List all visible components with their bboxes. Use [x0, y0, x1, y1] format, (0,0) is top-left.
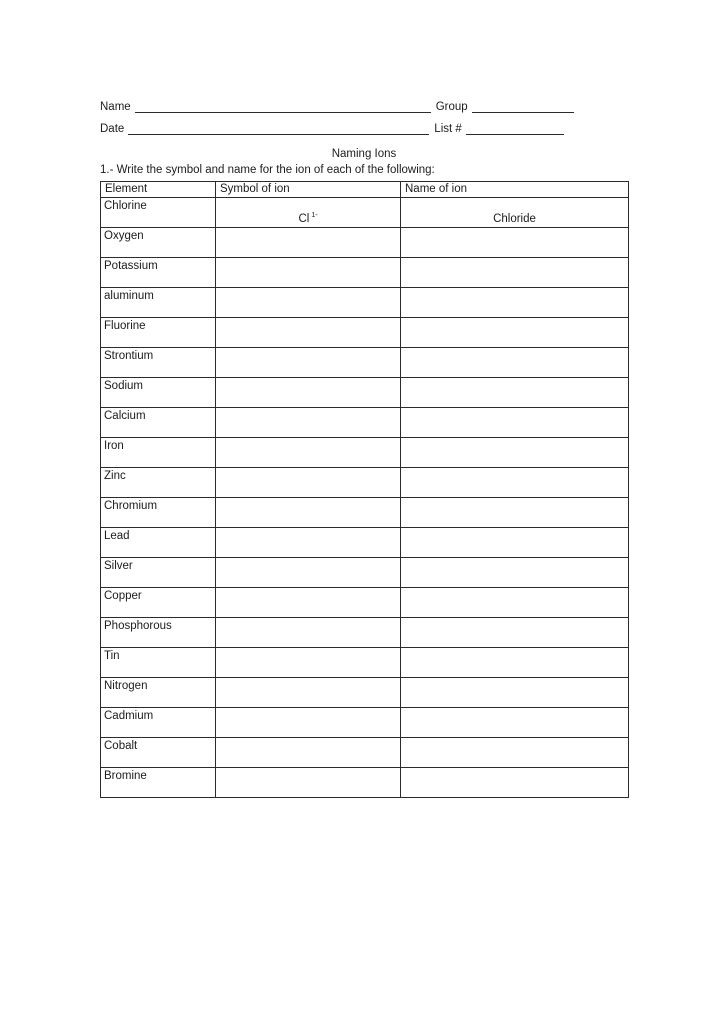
element-cell: Chromium: [101, 498, 216, 528]
name-of-ion-cell: [401, 708, 629, 738]
ions-table-body: [101, 198, 629, 798]
table-row: [101, 708, 629, 738]
table-row: [101, 228, 629, 258]
table-row: [101, 588, 629, 618]
symbol-of-ion-cell: [216, 288, 401, 318]
symbol-of-ion-cell: [216, 378, 401, 408]
symbol-of-ion-column-header: Symbol of ion: [216, 182, 401, 198]
symbol-of-ion-cell: [216, 468, 401, 498]
symbol-of-ion-cell: [216, 348, 401, 378]
element-cell: Potassium: [101, 258, 216, 288]
element-cell: Cobalt: [101, 738, 216, 768]
element-cell: Calcium: [101, 408, 216, 438]
symbol-of-ion-cell: [216, 198, 401, 228]
name-of-ion-cell: [401, 498, 629, 528]
name-of-ion-cell: [401, 378, 629, 408]
table-row: [101, 318, 629, 348]
name-blank: [135, 100, 431, 113]
symbol-of-ion-cell: [216, 678, 401, 708]
name-of-ion-cell: [401, 558, 629, 588]
symbol-of-ion-cell: [216, 648, 401, 678]
element-cell: Cadmium: [101, 708, 216, 738]
element-cell: Strontium: [101, 348, 216, 378]
name-of-ion-cell: [401, 648, 629, 678]
symbol-of-ion-cell: [216, 738, 401, 768]
element-cell: Phosphorous: [101, 618, 216, 648]
element-cell: Chlorine: [101, 198, 216, 228]
symbol-of-ion-cell: [216, 588, 401, 618]
element-column-header: Element: [101, 182, 216, 198]
symbol-of-ion-cell: [216, 258, 401, 288]
table-row: [101, 498, 629, 528]
symbol-of-ion-cell: [216, 768, 401, 798]
table-row: [101, 528, 629, 558]
name-of-ion-cell: [401, 348, 629, 378]
table-row: [101, 648, 629, 678]
element-cell: Lead: [101, 528, 216, 558]
table-row: [101, 288, 629, 318]
element-cell: Zinc: [101, 468, 216, 498]
element-cell: Copper: [101, 588, 216, 618]
symbol-of-ion-cell: [216, 438, 401, 468]
instruction-text: 1.- Write the symbol and name for the ion of each of the following:: [100, 164, 435, 176]
element-cell: aluminum: [101, 288, 216, 318]
table-row: [101, 438, 629, 468]
group-blank: [472, 100, 574, 113]
ions-table: [100, 181, 629, 798]
group-label: Group: [435, 101, 468, 113]
element-cell: Iron: [101, 438, 216, 468]
name-of-ion-cell: [401, 318, 629, 348]
element-cell: Fluorine: [101, 318, 216, 348]
table-row: [101, 378, 629, 408]
table-row: [101, 738, 629, 768]
element-cell: Silver: [101, 558, 216, 588]
table-row: [101, 618, 629, 648]
name-of-ion-cell: [401, 588, 629, 618]
name-of-ion-cell: [401, 258, 629, 288]
element-cell: Tin: [101, 648, 216, 678]
ion-symbol-text: Cl: [298, 213, 310, 225]
name-of-ion-cell: [401, 228, 629, 258]
name-of-ion-cell: [401, 288, 629, 318]
date-blank: [128, 122, 429, 135]
table-row: [101, 678, 629, 708]
name-of-ion-cell: [401, 438, 629, 468]
table-row: [101, 198, 629, 228]
name-of-ion-cell: [401, 768, 629, 798]
name-of-ion-column-header: Name of ion: [401, 182, 629, 198]
date-list-line: [100, 120, 628, 135]
list-number-blank: [466, 122, 564, 135]
symbol-of-ion-cell: [216, 618, 401, 648]
symbol-of-ion-cell: [216, 228, 401, 258]
name-of-ion-cell: [401, 528, 629, 558]
table-row: [101, 408, 629, 438]
name-of-ion-cell: [401, 738, 629, 768]
list-number-label: List #: [434, 123, 462, 135]
table-row: [101, 768, 629, 798]
element-cell: Bromine: [101, 768, 216, 798]
symbol-of-ion-cell: [216, 318, 401, 348]
name-group-line: [100, 98, 628, 113]
ion-charge-superscript: 1-: [311, 212, 318, 220]
name-of-ion-cell: [401, 618, 629, 648]
symbol-of-ion-cell: [216, 528, 401, 558]
table-header-row: [101, 182, 629, 198]
name-of-ion-cell: Chloride: [401, 198, 629, 228]
worksheet-title: Naming Ions: [331, 148, 397, 160]
name-of-ion-cell: [401, 408, 629, 438]
table-row: [101, 558, 629, 588]
name-of-ion-cell: [401, 468, 629, 498]
symbol-of-ion-cell: [216, 498, 401, 528]
table-row: [101, 258, 629, 288]
symbol-of-ion-cell: [216, 708, 401, 738]
worksheet-page: [100, 98, 628, 798]
element-cell: Nitrogen: [101, 678, 216, 708]
symbol-of-ion-cell: [216, 558, 401, 588]
element-cell: Sodium: [101, 378, 216, 408]
name-of-ion-cell: [401, 678, 629, 708]
symbol-of-ion-cell: [216, 408, 401, 438]
table-row: [101, 468, 629, 498]
name-label: Name: [100, 101, 131, 113]
element-cell: Oxygen: [101, 228, 216, 258]
table-row: [101, 348, 629, 378]
date-label: Date: [100, 123, 125, 135]
